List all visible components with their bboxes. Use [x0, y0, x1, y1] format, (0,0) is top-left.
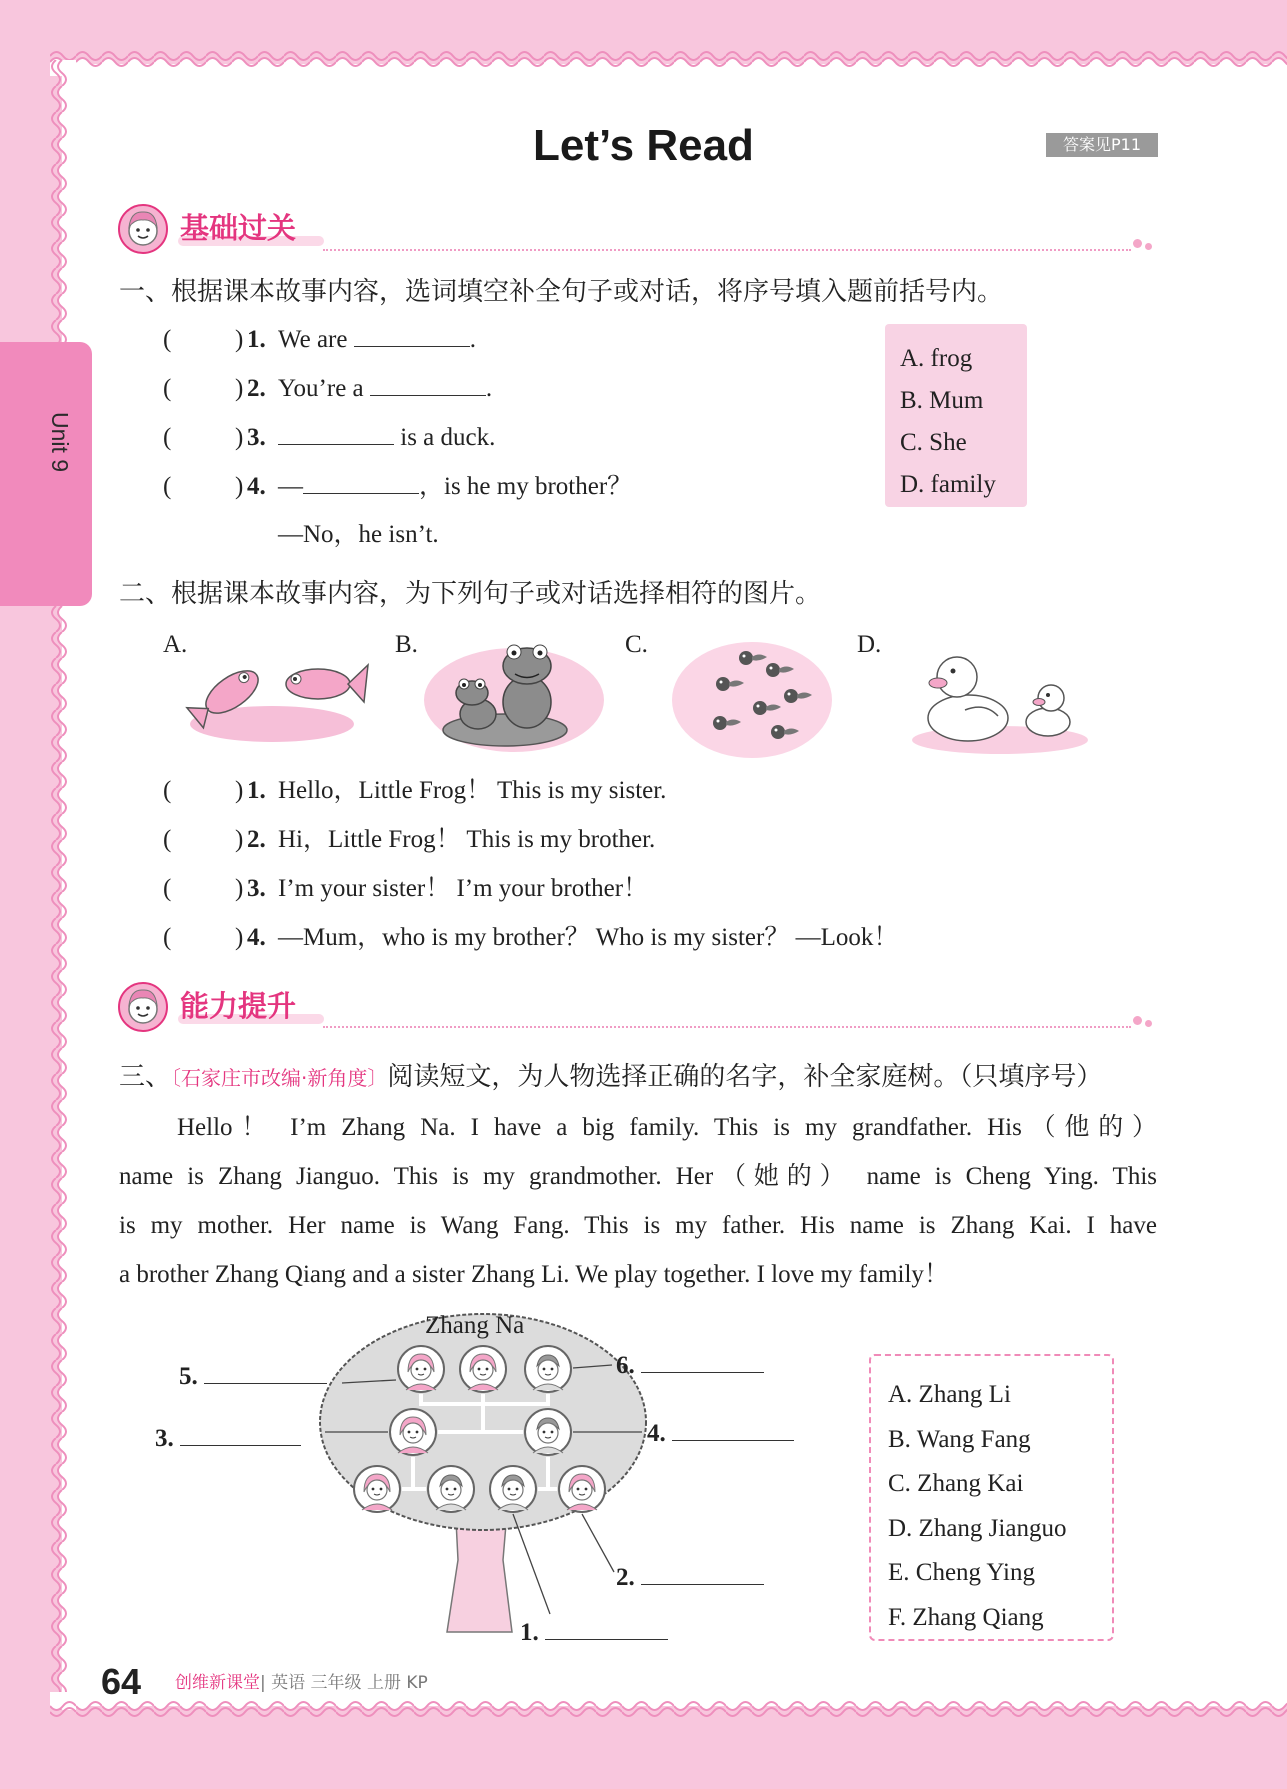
answer-bracket-open: ( — [163, 826, 172, 853]
answer-blank — [370, 374, 486, 396]
q1-word-bank — [885, 324, 1027, 507]
sentence-after: is a duck. — [400, 424, 496, 451]
unit-tab-label: Unit 9 — [47, 412, 73, 473]
tree-blank-6 — [616, 1350, 764, 1382]
answer-bracket-close: ) — [235, 326, 244, 353]
passage-line: name is Zhang Jianguo. This is my grandmother. Her（她的） name is Cheng Ying. This — [119, 1163, 1157, 1190]
answer-blank — [545, 1618, 668, 1640]
q2-item — [0, 824, 1287, 856]
family-member-portrait — [490, 1466, 536, 1512]
q1-item — [0, 471, 1287, 503]
answer-blank — [354, 325, 470, 347]
source-tag: 〔石家庄市改编·新角度〕 — [171, 1066, 388, 1090]
passage-line: a brother Zhang Qiang and a sister Zhang Li. We play together. I love my family！ — [119, 1261, 949, 1288]
blank-number: 4. — [647, 1420, 666, 1447]
passage-line: Hello！ I’m Zhang Na. I have a big family. This is my grandfather. His（他的） — [177, 1114, 1157, 1141]
word-option: C. She — [900, 429, 967, 456]
answer-bracket-open: ( — [163, 424, 172, 451]
cartoon-face-icon — [117, 203, 169, 255]
sentence-before: We are — [278, 326, 348, 353]
name-option: F. Zhang Qiang — [888, 1603, 1044, 1631]
question-2-instruction: 二、根据课本故事内容，为下列句子或对话选择相符的图片。 — [119, 579, 822, 609]
item-sentence: —Mum，who is my brother？ Who is my sister？ —Look！ — [278, 924, 899, 951]
q1-item — [0, 373, 1287, 405]
name-option: C. Zhang Kai — [888, 1470, 1024, 1498]
item-number: 4. — [247, 924, 266, 951]
picture-label-c: C. — [625, 631, 648, 658]
sentence-after: . — [485, 375, 493, 402]
divider-dot — [1133, 239, 1142, 248]
q3-name-bank — [869, 1354, 1114, 1641]
answer-bracket-open: ( — [163, 777, 172, 804]
item-number: 1. — [247, 326, 266, 353]
passage-line: is my mother. Her name is Wang Fang. This is my father. His name is Zhang Kai. I have — [119, 1212, 1157, 1239]
q1-item — [0, 422, 1287, 454]
q1-item — [0, 324, 1287, 356]
divider-dot — [1133, 1016, 1142, 1025]
answer-blank — [672, 1419, 794, 1441]
picture-label-a: A. — [163, 631, 188, 658]
answer-bracket-open: ( — [163, 473, 172, 500]
footer-brand: 创维新课堂 — [175, 1673, 260, 1693]
instruction-text: 阅读短文，为人物选择正确的名字，补全家庭树。（只填序号） — [387, 1062, 1103, 1092]
answer-bracket-close: ) — [235, 924, 244, 951]
cartoon-face-icon — [117, 981, 169, 1033]
answer-bracket-open: ( — [163, 875, 172, 902]
q2-item — [0, 922, 1287, 954]
answer-blank — [278, 423, 394, 445]
picture-ducks — [912, 657, 1088, 754]
word-option: D. family — [900, 471, 996, 498]
item-number: 2. — [247, 826, 266, 853]
name-option: B. Wang Fang — [888, 1425, 1031, 1453]
answer-bracket-open: ( — [163, 375, 172, 402]
sentence-before: — — [278, 473, 303, 500]
answer-blank — [180, 1424, 301, 1446]
item-number: 3. — [247, 875, 266, 902]
picture-label-d: D. — [857, 631, 882, 658]
section-title-advanced: 能力提升 — [180, 989, 297, 1023]
item-sentence: Hi，Little Frog！ This is my brother. — [278, 826, 656, 853]
item-sentence: I’m your sister！ I’m your brother！ — [278, 875, 649, 902]
blank-number: 5. — [179, 1363, 198, 1390]
q2-item — [0, 873, 1287, 905]
q2-item — [0, 775, 1287, 807]
answer-bracket-close: ) — [235, 826, 244, 853]
item-sentence: Hello，Little Frog！ This is my sister. — [278, 777, 667, 804]
footer-book-info — [175, 1672, 428, 1694]
picture-label-b: B. — [395, 631, 418, 658]
picture-frogs — [424, 645, 604, 752]
name-option: D. Zhang Jianguo — [888, 1514, 1067, 1542]
family-member-portrait — [525, 1409, 571, 1455]
answer-bracket-close: ) — [235, 424, 244, 451]
family-member-portrait — [428, 1466, 474, 1512]
tree-blank-4 — [647, 1418, 794, 1450]
tree-blank-1 — [520, 1617, 668, 1649]
family-member-portrait — [354, 1466, 400, 1512]
q1-item-reply — [0, 519, 1287, 551]
answer-bracket-close: ) — [235, 777, 244, 804]
family-member-portrait — [525, 1346, 571, 1392]
q2-pictures — [180, 625, 1110, 765]
picture-fish — [186, 663, 368, 742]
word-option: A. frog — [900, 345, 973, 372]
picture-tadpoles — [672, 642, 832, 758]
name-option: A. Zhang Li — [888, 1381, 1011, 1408]
page-number: 64 — [101, 1661, 142, 1702]
answer-blank — [641, 1351, 764, 1373]
answer-bracket-open: ( — [163, 326, 172, 353]
answer-bracket-close: ) — [235, 375, 244, 402]
tree-center-name: Zhang Na — [425, 1312, 525, 1339]
answer-reference-badge: 答案见P11 — [1046, 133, 1158, 157]
sentence-before: You’re a — [278, 375, 364, 402]
section-title-basic: 基础过关 — [180, 211, 297, 245]
page-title: Let’s Read — [533, 121, 754, 170]
divider-dot — [1145, 1020, 1152, 1027]
item-sentence — [278, 324, 476, 356]
section-divider — [323, 1026, 1131, 1028]
question-number: 三、 — [119, 1062, 172, 1092]
answer-bracket-close: ) — [235, 875, 244, 902]
tree-blank-2 — [616, 1562, 764, 1594]
blank-number: 3. — [155, 1425, 174, 1452]
name-option: E. Cheng Ying — [888, 1559, 1035, 1587]
blank-number: 6. — [616, 1352, 635, 1379]
item-number: 3. — [247, 424, 266, 451]
footer-details: | 英语 三年级 上册 KP — [260, 1673, 428, 1693]
item-sentence — [278, 373, 492, 405]
answer-bracket-open: ( — [163, 924, 172, 951]
item-number: 1. — [247, 777, 266, 804]
sentence-after: . — [469, 326, 476, 353]
tree-blank-3 — [155, 1423, 301, 1455]
answer-bracket-close: ) — [235, 473, 244, 500]
divider-dot — [1145, 243, 1152, 250]
answer-blank — [303, 472, 419, 494]
word-option: B. Mum — [900, 387, 984, 414]
family-member-portrait — [460, 1346, 506, 1392]
family-member-portrait — [559, 1466, 605, 1512]
family-member-portrait — [390, 1409, 436, 1455]
sentence-after: ，is he my brother？ — [419, 473, 633, 500]
section-divider — [323, 249, 1131, 251]
blank-number: 2. — [616, 1564, 635, 1591]
item-number: 4. — [247, 473, 266, 500]
item-sentence — [278, 471, 632, 503]
answer-blank — [641, 1563, 764, 1585]
blank-number: 1. — [520, 1619, 539, 1646]
item-number: 2. — [247, 375, 266, 402]
question-3-instruction — [119, 1061, 1102, 1094]
tree-blank-5 — [179, 1361, 327, 1393]
bottom-wave-border — [50, 1692, 1287, 1722]
item-sentence — [278, 422, 495, 454]
top-wave-border — [50, 46, 1287, 76]
family-member-portrait — [398, 1346, 444, 1392]
dialogue-reply: —No，he isn’t. — [278, 521, 439, 548]
question-1-instruction: 一、根据课本故事内容，选词填空补全句子或对话，将序号填入题前括号内。 — [119, 277, 1004, 307]
answer-blank — [204, 1362, 327, 1384]
reading-passage — [119, 1103, 1157, 1299]
